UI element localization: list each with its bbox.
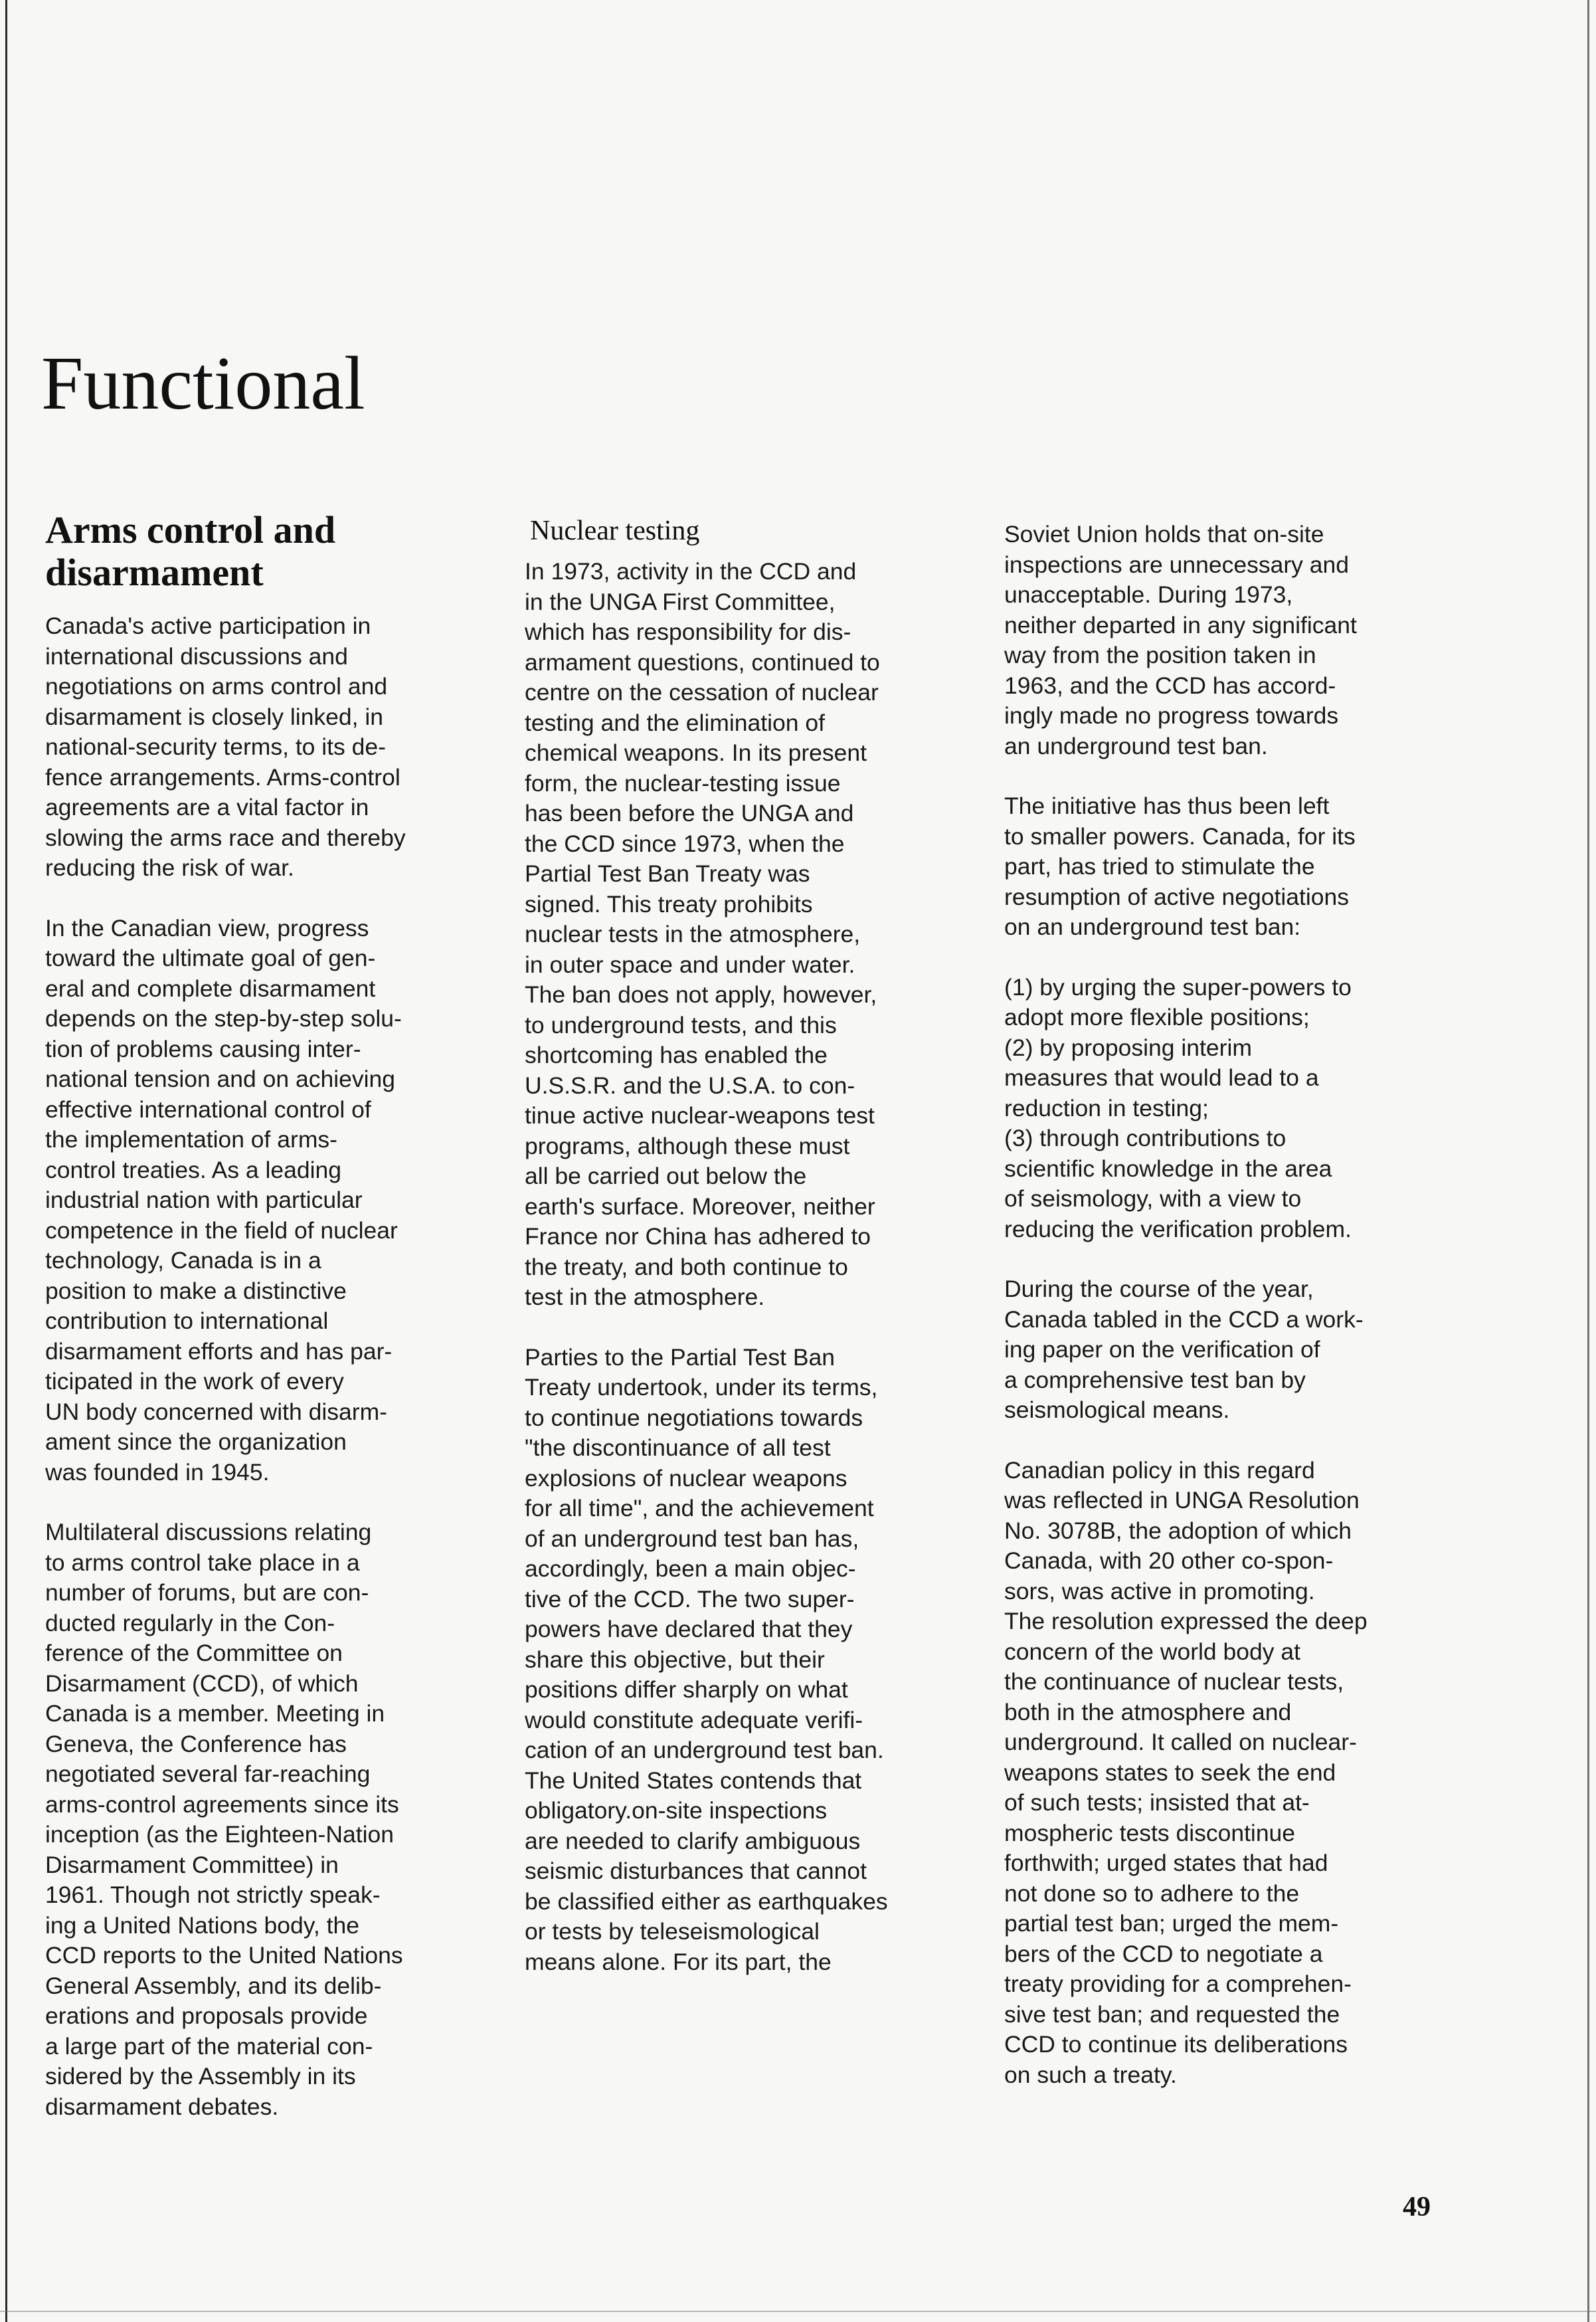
text-line: adopt more flexible positions; (1004, 1004, 1310, 1030)
text-line: partial test ban; urged the mem- (1004, 1910, 1339, 1937)
text-line: means alone. For its part, the (525, 1948, 832, 1975)
text-line: negotiated several far-reaching (45, 1761, 371, 1787)
text-line: The initiative has thus been left (1004, 793, 1330, 819)
text-line: reducing the risk of war. (45, 854, 294, 881)
text-line: ducted regularly in the Con- (45, 1609, 335, 1636)
section-heading: Arms control and disarmament (45, 508, 336, 594)
text-line: The resolution expressed the deep (1004, 1608, 1368, 1634)
text-line: Partial Test Ban Treaty was (525, 860, 810, 887)
text-line: chemical weapons. In its present (525, 739, 867, 766)
text-line: positions differ sharply on what (525, 1676, 848, 1703)
text-line: powers have declared that they (525, 1616, 853, 1642)
text-line: on such a treaty. (1004, 2061, 1177, 2088)
text-line: measures that would lead to a (1004, 1064, 1319, 1091)
page-edge-right (1587, 0, 1589, 2322)
paragraph (45, 914, 484, 1488)
text-line: to arms control take place in a (45, 1549, 360, 1576)
text-line: inception (as the Eighteen-Nation (45, 1821, 394, 1848)
text-line: armament questions, continued to (525, 648, 880, 676)
text-line: No. 3078B, the adoption of which (1004, 1517, 1352, 1544)
text-line: 1963, and the CCD has accord- (1004, 672, 1336, 699)
text-line: all be carried out below the (525, 1163, 807, 1189)
text-line: Multilateral discussions relating (45, 1519, 372, 1545)
text-line: negotiations on arms control and (45, 673, 388, 700)
text-line: the implementation of arms- (45, 1126, 337, 1153)
text-line: to smaller powers. Canada, for its (1004, 822, 1356, 850)
text-line: technology, Canada is in a (45, 1247, 321, 1274)
text-line: (1) by urging the super-powers to (1004, 973, 1352, 1001)
text-line: be classified either as earthquakes (525, 1887, 888, 1915)
text-line: (2) by proposing interim (1004, 1034, 1252, 1061)
text-line: toward the ultimate goal of gen- (45, 945, 376, 971)
text-line: on an underground test ban: (1004, 914, 1301, 940)
text-line: forthwith; urged states that had (1004, 1850, 1328, 1876)
text-line: industrial nation with particular (45, 1187, 363, 1213)
text-line: ament since the organization (45, 1428, 347, 1455)
text-line: competence in the field of nuclear (45, 1216, 398, 1244)
text-line: a comprehensive test ban by (1004, 1366, 1306, 1393)
text-line: sidered by the Assembly in its (45, 2063, 356, 2089)
text-line: In 1973, activity in the CCD and (525, 558, 857, 585)
text-line: explosions of nuclear weapons (525, 1464, 847, 1492)
text-line: Parties to the Partial Test Ban (525, 1343, 836, 1371)
text-line: The United States contends that (525, 1767, 862, 1794)
text-line: sive test ban; and requested the (1004, 2000, 1340, 2028)
text-line: During the course of the year, (1004, 1276, 1314, 1302)
text-line: to continue negotiations towards (525, 1404, 863, 1431)
text-line: the continuance of nuclear tests, (1004, 1668, 1344, 1695)
text-line: agreements are a vital factor in (45, 794, 369, 821)
text-line: CCD reports to the United Nations (45, 1942, 403, 1969)
text-line: The ban does not apply, however, (525, 981, 877, 1008)
paragraph (45, 1517, 484, 2122)
text-line: tinue active nuclear-weapons test (525, 1102, 875, 1129)
text-line: Canada tabled in the CCD a work- (1004, 1306, 1364, 1333)
text-line: Canada is a member. Meeting in (45, 1700, 385, 1727)
text-line: erations and proposals provide (45, 2002, 368, 2029)
text-line: signed. This treaty prohibits (525, 890, 813, 918)
text-line: sors, was active in promoting. (1004, 1577, 1315, 1604)
text-line: number of forums, but are con- (45, 1579, 369, 1606)
text-line: CCD to continue its deliberations (1004, 2031, 1348, 2058)
text-line: Canadian policy in this regard (1004, 1456, 1315, 1484)
text-line: tive of the CCD. The two super- (525, 1585, 855, 1612)
text-line: effective international control of (45, 1096, 371, 1123)
text-line: of such tests; insisted that at- (1004, 1789, 1310, 1816)
text-line: part, has tried to stimulate the (1004, 853, 1315, 880)
text-line: Disarmament (CCD), of which (45, 1670, 359, 1697)
text-line: Disarmament Committee) in (45, 1851, 339, 1878)
text-line: both in the atmosphere and (1004, 1698, 1292, 1725)
text-line: reduction in testing; (1004, 1094, 1209, 1121)
text-line: international discussions and (45, 642, 348, 670)
text-line: treaty providing for a comprehen- (1004, 1971, 1352, 1997)
page-edge-left (5, 0, 7, 2322)
text-line: U.S.S.R. and the U.S.A. to con- (525, 1072, 855, 1099)
text-line: Canada's active participation in (45, 613, 371, 639)
text-line: not done so to adhere to the (1004, 1880, 1300, 1907)
text-line: eral and complete disarmament (45, 975, 376, 1002)
text-line: fence arrangements. Arms-control (45, 763, 400, 791)
text-line: which has responsibility for dis- (525, 619, 851, 645)
text-line: tion of problems causing inter- (45, 1035, 361, 1062)
text-line: programs, although these must (525, 1132, 850, 1159)
text-line: the treaty, and both continue to (525, 1253, 848, 1280)
text-line: mospheric tests discontinue (1004, 1819, 1296, 1846)
text-line: disarmament efforts and has par- (45, 1337, 393, 1365)
text-line: 1961. Though not strictly speak- (45, 1882, 381, 1908)
text-line: form, the nuclear-testing issue (525, 769, 841, 797)
paragraph (1004, 1456, 1443, 2091)
text-line: the CCD since 1973, when the (525, 830, 845, 857)
text-line: was founded in 1945. (45, 1458, 270, 1486)
text-line: a large part of the material con- (45, 2032, 373, 2060)
page-number: 49 (1403, 2192, 1431, 2222)
paragraph (1004, 973, 1443, 1245)
text-line: Canada, with 20 other co-spon- (1004, 1547, 1334, 1574)
text-line: Soviet Union holds that on-site (1004, 521, 1324, 547)
paragraph (45, 611, 484, 884)
text-line: disarmament is closely linked, in (45, 703, 384, 730)
text-line: earth's surface. Moreover, neither (525, 1193, 875, 1220)
text-line: ference of the Committee on (45, 1640, 343, 1666)
paragraph (1004, 520, 1443, 761)
text-line: UN body concerned with disarm- (45, 1398, 387, 1425)
text-line: centre on the cessation of nuclear (525, 679, 879, 706)
text-line: Treaty undertook, under its terms, (525, 1374, 878, 1401)
text-line: In the Canadian view, progress (45, 914, 369, 941)
column-3 (1004, 520, 1443, 2120)
text-line: slowing the arms race and thereby (45, 824, 406, 851)
text-line: contribution to international (45, 1307, 329, 1334)
text-line: shortcoming has enabled the (525, 1042, 828, 1068)
text-line: cation of an underground test ban. (525, 1737, 884, 1763)
column-heading: Nuclear testing (530, 516, 700, 546)
page-bottom-line (0, 2311, 1596, 2312)
text-line: resumption of active negotiations (1004, 883, 1349, 910)
text-line: unacceptable. During 1973, (1004, 581, 1293, 608)
text-line: inspections are unnecessary and (1004, 551, 1350, 578)
text-line: "the discontinuance of all test (525, 1434, 831, 1461)
text-line: testing and the elimination of (525, 709, 825, 736)
text-line: of seismology, with a view to (1004, 1185, 1302, 1212)
text-line: underground. It called on nuclear- (1004, 1729, 1357, 1755)
text-line: neither departed in any significant (1004, 611, 1357, 638)
text-line: share this objective, but their (525, 1646, 825, 1673)
text-line: has been before the UNGA and (525, 800, 854, 826)
column-2 (525, 557, 963, 2007)
text-line: for all time", and the achievement (525, 1495, 874, 1521)
text-line: or tests by teleseismological (525, 1918, 820, 1945)
text-line: position to make a distinctive (45, 1277, 347, 1304)
text-line: in outer space and under water. (525, 951, 855, 978)
text-line: Geneva, the Conference has (45, 1730, 347, 1757)
paragraph (525, 1343, 963, 1978)
paragraph (1004, 791, 1443, 943)
text-line: obligatory.on-site inspections (525, 1797, 828, 1824)
text-line: ing paper on the verification of (1004, 1336, 1320, 1363)
text-line: way from the position taken in (1004, 642, 1316, 668)
text-line: was reflected in UNGA Resolution (1004, 1487, 1360, 1513)
text-line: an underground test ban. (1004, 732, 1268, 759)
text-line: France nor China has adhered to (525, 1223, 871, 1250)
text-line: control treaties. As a leading (45, 1156, 341, 1183)
text-line: General Assembly, and its delib- (45, 1972, 382, 1999)
text-line: test in the atmosphere. (525, 1284, 765, 1310)
text-line: accordingly, been a main objec- (525, 1555, 856, 1582)
text-line: ingly made no progress towards (1004, 702, 1339, 729)
text-line: depends on the step-by-step solu- (45, 1005, 402, 1032)
text-line: seismic disturbances that cannot (525, 1858, 867, 1884)
text-line: national tension and on achieving (45, 1066, 395, 1092)
text-line: national-security terms, to its de- (45, 733, 386, 760)
text-line: ticipated in the work of every (45, 1368, 344, 1395)
text-line: scientific knowledge in the area (1004, 1155, 1332, 1182)
text-line: would constitute adequate verifi- (525, 1706, 863, 1733)
text-line: of an underground test ban has, (525, 1525, 859, 1552)
text-line: nuclear tests in the atmosphere, (525, 921, 861, 947)
text-line: to underground tests, and this (525, 1011, 837, 1038)
text-line: arms-control agreements since its (45, 1790, 399, 1818)
text-line: seismological means. (1004, 1397, 1230, 1423)
text-line: (3) through contributions to (1004, 1125, 1286, 1151)
text-line: bers of the CCD to negotiate a (1004, 1940, 1323, 1967)
text-line: concern of the world body at (1004, 1638, 1300, 1665)
page-title: Functional (41, 341, 365, 425)
text-line: reducing the verification problem. (1004, 1215, 1352, 1242)
column-1 (45, 611, 484, 2152)
text-line: ing a United Nations body, the (45, 1911, 359, 1939)
text-line: weapons states to seek the end (1004, 1759, 1336, 1786)
text-line: in the UNGA First Committee, (525, 588, 836, 615)
paragraph (1004, 1274, 1443, 1426)
text-line: disarmament debates. (45, 2093, 279, 2120)
paragraph (525, 557, 963, 1313)
text-line: are needed to clarify ambiguous (525, 1827, 861, 1854)
